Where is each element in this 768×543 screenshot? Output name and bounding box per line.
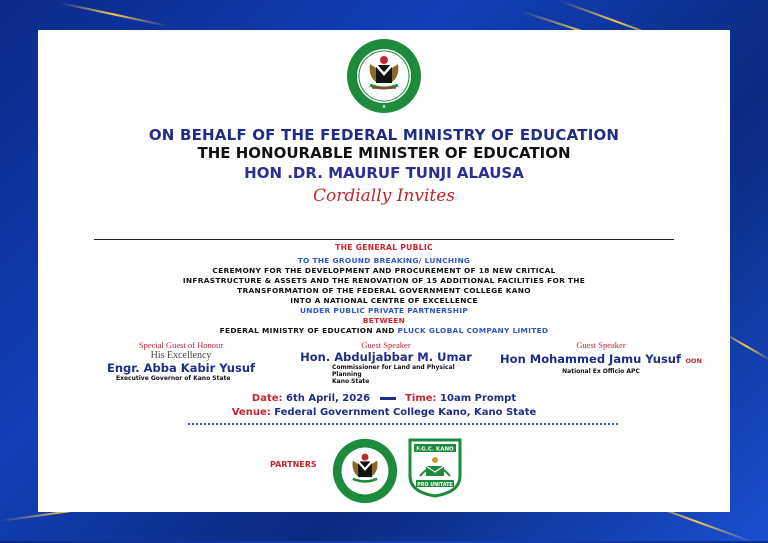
speaker-2 <box>286 340 486 385</box>
speaker-name-row <box>486 350 716 368</box>
body-line-2: CEREMONY FOR THE DEVELOPMENT AND PROCUREMENT OF 18 NEW CRITICAL <box>38 266 730 275</box>
separator <box>380 397 396 400</box>
speaker-caption: Special Guest of Honour <box>86 340 276 350</box>
body-line-8 <box>38 326 730 335</box>
venue-row <box>38 407 730 418</box>
body-line-5: INTO A NATIONAL CENTRE OF EXCELLENCE <box>38 296 730 305</box>
fgc-kano-crest <box>406 436 464 498</box>
time-value: 10am Prompt <box>440 393 516 404</box>
speaker-name: Hon Mohammed Jamu Yusuf <box>500 352 681 366</box>
time-label: Time: <box>405 393 436 404</box>
speaker-role: Commissioner for Land and Physical Planning <box>332 364 486 378</box>
date-value: 6th April, 2026 <box>286 393 370 404</box>
speaker-3 <box>486 340 716 375</box>
speaker-caption: Guest Speaker <box>486 340 716 350</box>
body-line-7: BETWEEN <box>38 316 730 325</box>
partners-label: PARTNERS <box>270 460 317 469</box>
date-label: Date: <box>252 393 283 404</box>
audience: THE GENERAL PUBLIC <box>38 243 730 252</box>
minister-name: HON .DR. MAURUF TUNJI ALAUSA <box>38 164 730 182</box>
header-line-2: THE HONOURABLE MINISTER OF EDUCATION <box>38 144 730 162</box>
speaker-title: His Excellency <box>86 350 276 361</box>
speaker-1 <box>86 340 276 382</box>
speaker-name: Hon. Abduljabbar M. Umar <box>286 350 486 364</box>
fgc-bottom-text: PRO UNITATE <box>417 482 452 488</box>
svg-text:★: ★ <box>382 104 387 110</box>
date-time-row <box>38 393 730 404</box>
partner-ministry-seal <box>332 438 398 504</box>
body-line-1: TO THE GROUND BREAKING/ LUNCHING <box>38 256 730 265</box>
ministry-seal <box>346 38 422 114</box>
speaker-caption: Guest Speaker <box>286 340 486 350</box>
speaker-suffix: OON <box>685 357 702 365</box>
speaker-name: Engr. Abba Kabir Yusuf <box>86 361 276 375</box>
body-line-6: UNDER PUBLIC PRIVATE PARTNERSHIP <box>38 306 730 315</box>
speaker-role-2: Kano State <box>332 378 486 385</box>
invitation-card <box>38 30 730 512</box>
dotted-divider <box>188 423 618 425</box>
speaker-role: Executive Governor of Kano State <box>116 375 276 382</box>
venue-label: Venue: <box>232 407 271 418</box>
venue-value: Federal Government College Kano, Kano State <box>274 407 536 418</box>
body-line-3: INFRASTRUCTURE & ASSETS AND THE RENOVATION OF 15 ADDITIONAL FACILITIES FOR THE <box>38 276 730 285</box>
gold-streak <box>60 2 168 27</box>
speaker-role: National Ex Officio APC <box>486 368 716 375</box>
fgc-top-text: F.G.C. KANO <box>416 447 454 453</box>
parties-company: PLUCK GLOBAL COMPANY LIMITED <box>398 326 549 335</box>
header-line-1: ON BEHALF OF THE FEDERAL MINISTRY OF EDUCATION <box>38 126 730 144</box>
body-line-4: TRANSFORMATION OF THE FEDERAL GOVERNMENT COLLEGE KANO <box>38 286 730 295</box>
parties-ministry: FEDERAL MINISTRY OF EDUCATION AND <box>220 326 395 335</box>
cordially-invites: Cordially Invites <box>38 186 730 206</box>
divider <box>94 239 674 240</box>
